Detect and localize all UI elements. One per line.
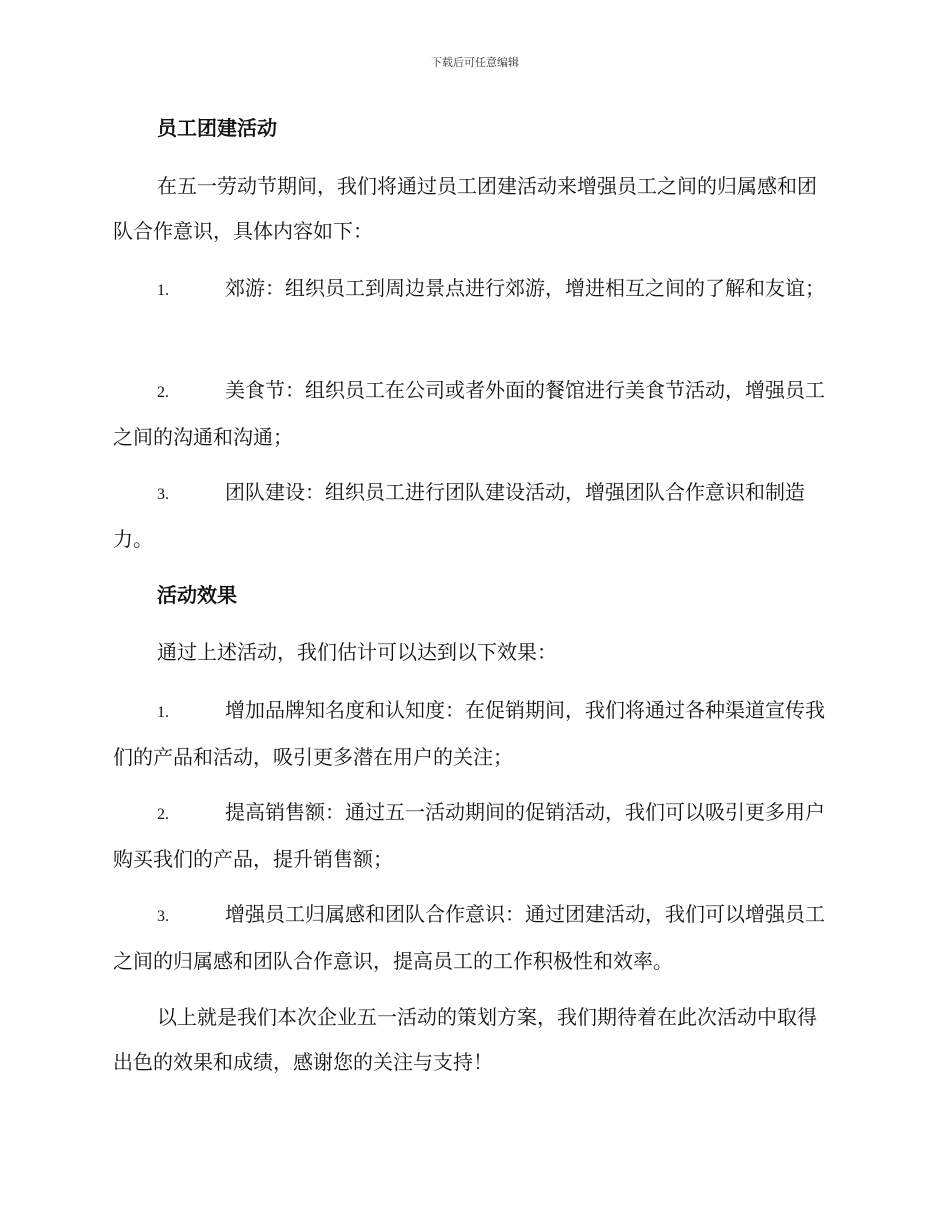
list-item — [113, 688, 833, 780]
section-title-team-building: 员工团建活动 — [157, 116, 277, 140]
list-item-text: 团队建设：组织员工进行团队建设活动，增强团队合作意识和制造力。 — [113, 480, 805, 551]
list-item — [113, 470, 833, 562]
section-intro-effects: 通过上述活动，我们估计可以达到以下效果： — [157, 640, 557, 664]
list-item — [113, 790, 833, 882]
list-item-text: 美食节：组织员工在公司或者外面的餐馆进行美食节活动，增强员工之间的沟通和沟通； — [113, 378, 825, 449]
section-intro-team-building: 在五一劳动节期间，我们将通过员工团建活动来增强员工之间的归属感和团队合作意识，具体内容如下： — [113, 174, 817, 243]
list-item-text: 郊游：组织员工到周边景点进行郊游，增进相互之间的了解和友谊； — [225, 276, 825, 300]
list-item-text: 提高销售额：通过五一活动期间的促销活动，我们可以吸引更多用户购买我们的产品，提升销售额； — [113, 800, 825, 871]
list-item — [113, 266, 833, 313]
list-item — [113, 892, 833, 984]
list-item-number: 3. — [157, 486, 169, 503]
list-item-number: 1. — [157, 704, 169, 721]
list-item-number: 1. — [157, 282, 169, 299]
list-item-number: 2. — [157, 806, 169, 823]
closing-paragraph: 以上就是我们本次企业五一活动的策划方案，我们期待着在此次活动中取得出色的效果和成绩，感谢您的关注与支持！ — [113, 1005, 817, 1074]
section-title-effects: 活动效果 — [157, 583, 237, 607]
list-item — [113, 368, 833, 460]
header-note: 下载后可任意编辑 — [431, 56, 519, 69]
list-item-text: 增加品牌知名度和认知度：在促销期间，我们将通过各种渠道宣传我们的产品和活动，吸引更多潜在用户的关注； — [113, 698, 825, 769]
list-item-text: 增强员工归属感和团队合作意识：通过团建活动，我们可以增强员工之间的归属感和团队合作意识，提高员工的工作积极性和效率。 — [113, 902, 825, 973]
list-item-number: 3. — [157, 908, 169, 925]
list-item-number: 2. — [157, 384, 169, 401]
